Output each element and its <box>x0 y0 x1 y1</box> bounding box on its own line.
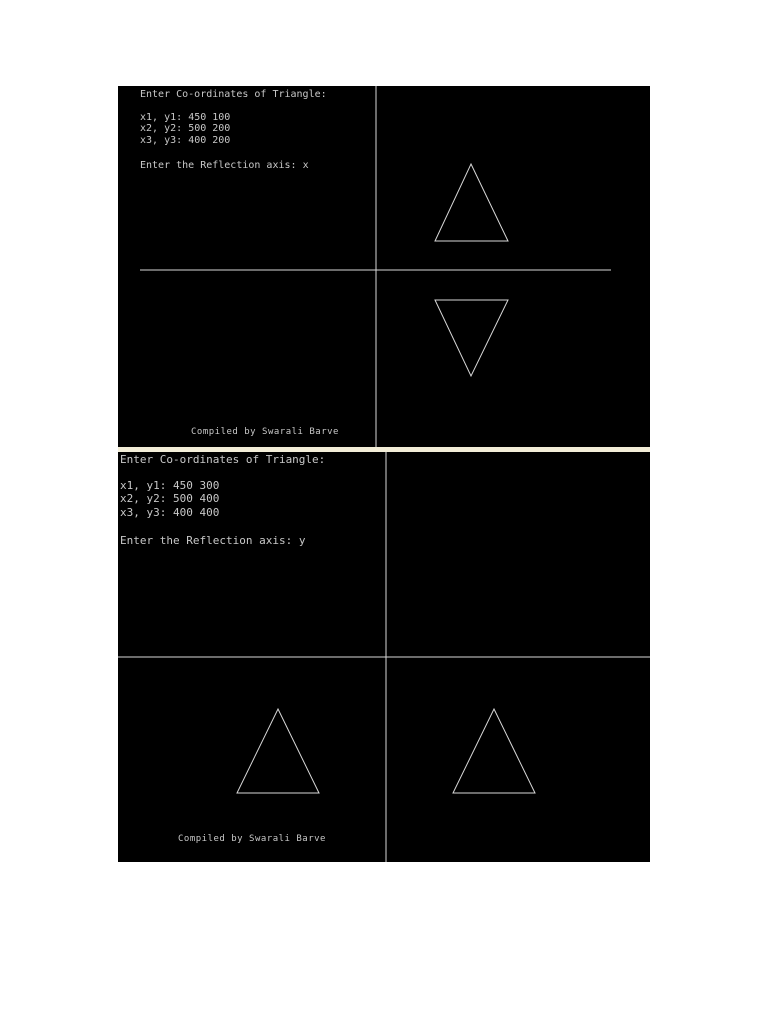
prompt-text: Enter Co-ordinates of Triangle: <box>120 453 326 466</box>
point-2-value: 500 400 <box>172 492 220 505</box>
original-triangle <box>435 164 508 241</box>
console-screen-x-reflection <box>118 86 650 447</box>
credit-text: Compiled by Swarali Barve <box>191 427 339 437</box>
reflected-triangle <box>435 300 508 376</box>
prompt-text: Enter Co-ordinates of Triangle: <box>140 89 327 100</box>
axis-prompt-line <box>120 535 305 546</box>
console-screen-y-reflection <box>118 452 650 862</box>
point-3-value: 400 400 <box>172 506 220 519</box>
point-3-value: 400 200 <box>188 135 231 146</box>
axis-prompt: Enter the Reflection axis: <box>140 160 297 171</box>
reflected-triangle <box>453 709 535 793</box>
point-3-line <box>120 507 219 518</box>
point-2-value: 500 200 <box>188 123 231 134</box>
point-2-label: x2, y2: <box>140 123 183 134</box>
point-1-value: 450 100 <box>188 112 231 123</box>
point-2-line <box>120 493 219 504</box>
point-2-line <box>140 124 230 134</box>
axis-value: y <box>298 534 306 547</box>
point-3-label: x3, y3: <box>120 506 167 519</box>
axis-prompt-line <box>140 161 309 171</box>
point-1-line <box>140 113 230 123</box>
axis-prompt: Enter the Reflection axis: <box>120 534 293 547</box>
axis-value: x <box>302 160 309 171</box>
original-triangle <box>237 709 319 793</box>
point-1-label: x1, y1: <box>140 112 183 123</box>
point-3-line <box>140 136 230 146</box>
point-1-label: x1, y1: <box>120 479 167 492</box>
point-1-line <box>120 480 219 491</box>
credit-text: Compiled by Swarali Barve <box>178 834 326 844</box>
point-1-value: 450 300 <box>172 479 220 492</box>
point-3-label: x3, y3: <box>140 135 183 146</box>
point-2-label: x2, y2: <box>120 492 167 505</box>
